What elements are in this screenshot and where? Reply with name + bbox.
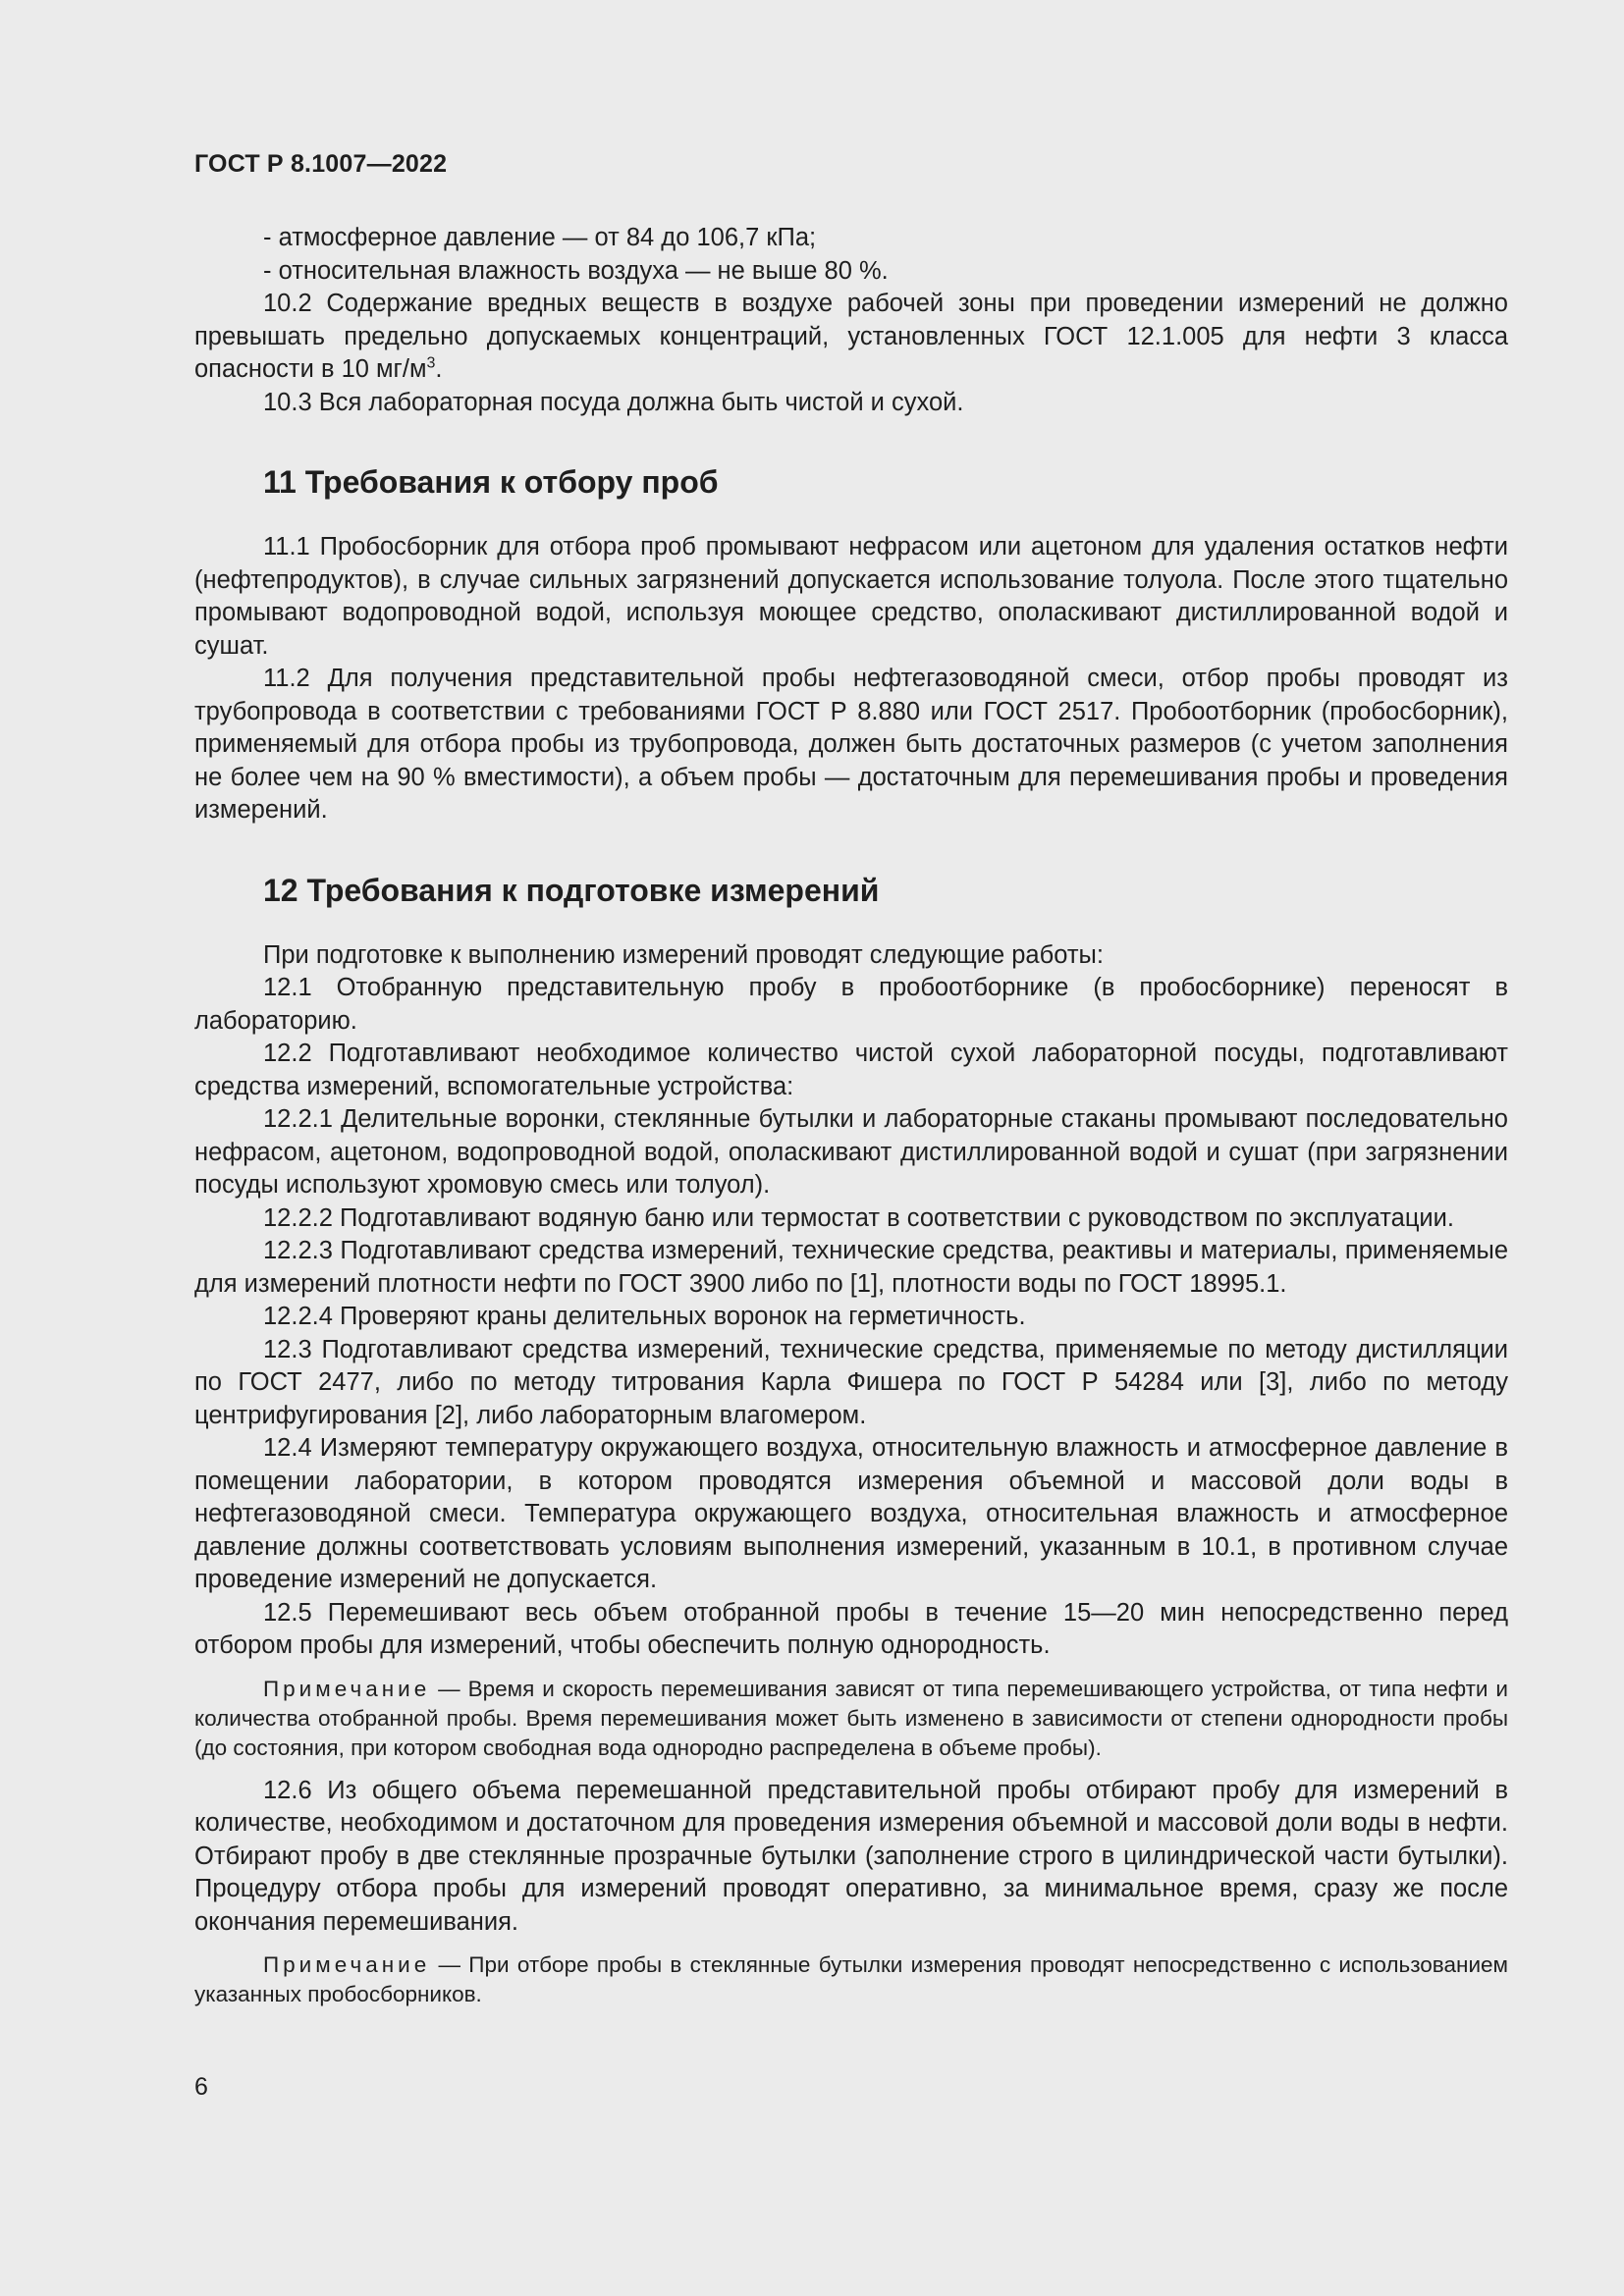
paragraph-12-4: 12.4 Измеряют температуру окружающего воздуха, относительную влажность и атмосферное давление в помещении лаборатории, в котором проводятся измерения объемной и массовой доли воды в нефтегазоводяной смеси. Температура окружающего воздуха, относительная влажность и атмосферное давление должны соответствовать условиям выполнения измерений, указанным в 10.1, в противном случае проведение измерений не допускается. [194, 1434, 1508, 1593]
note-bottles [194, 1950, 1508, 2009]
paragraph-12-2-2: 12.2.2 Подготавливают водяную баню или термостат в соответствии с руководством по эксплуатации. [263, 1203, 1455, 1232]
paragraph-10-3: 10.3 Вся лабораторная посуда должна быть чистой и сухой. [263, 388, 964, 416]
note-text: — При отборе пробы в стеклянные бутылки измерения проводят непосредственно с использованием указанных пробосборников. [194, 1952, 1508, 2006]
superscript: 3 [426, 354, 436, 372]
section-heading-11: 11 Требования к отбору проб [263, 464, 719, 500]
paragraph-12-3: 12.3 Подготавливают средства измерений, технические средства, применяемые по методу дистилляции по ГОСТ 2477, либо по методу титрования Карла Фишера по ГОСТ Р 54284 или [3], либо по методу центрифугирования [2], либо лабораторным влагомером. [194, 1335, 1508, 1429]
paragraph-12-2-1: 12.2.1 Делительные воронки, стеклянные бутылки и лабораторные стаканы промывают последовательно нефрасом, ацетоном, водопроводной водой, ополаскивают дистиллированной водой и сушат (при загрязнении посуды используют хромовую смесь или толуол). [194, 1105, 1508, 1199]
paragraph-10-2-text: 10.2 Содержание вредных веществ в воздухе рабочей зоны при проведении измерений не должно превышать предельно допускаемых концентраций, установленных ГОСТ 12.1.005 для нефти 3 класса опасности в 10 мг/м [194, 290, 1508, 383]
paragraph-humidity: - относительная влажность воздуха — не выше 80 %. [263, 256, 889, 285]
paragraph-11-1: 11.1 Пробосборник для отбора проб промывают нефрасом или ацетоном для удаления остатков нефти (нефтепродуктов), в случае сильных загрязнений допускается использование толуола. После этого тщательно промывают водопроводной водой, используя моющее средство, ополаскивают дистиллированной водой и сушат. [194, 533, 1508, 660]
note-label: Примечание [263, 1676, 431, 1701]
page-number: 6 [194, 2073, 208, 2101]
document-code-header: ГОСТ Р 8.1007—2022 [194, 150, 448, 178]
paragraph-11-2: 11.2 Для получения представительной пробы нефтегазоводяной смеси, отбор пробы проводят из трубопровода в соответствии с требованиями ГОСТ Р 8.880 или ГОСТ 2517. Пробоотборник (пробосборник), применяемый для отбора пробы из трубопровода, должен быть достаточных размеров (с учетом заполнения не более чем на 90 % вместимости), а объем пробы — достаточным для перемешивания пробы и проведения измерений. [194, 665, 1508, 824]
paragraph-pressure: - атмосферное давление — от 84 до 106,7 кПа; [263, 224, 817, 251]
paragraph-12-intro: При подготовке к выполнению измерений проводят следующие работы: [263, 940, 1104, 969]
note-mixing [194, 1675, 1508, 1763]
note-label: Примечание [263, 1952, 431, 1977]
section-heading-12: 12 Требования к подготовке измерений [263, 872, 880, 908]
paragraph-12-1: 12.1 Отобранную представительную пробу в пробоотборнике (в пробосборнике) переносят в лабораторию. [194, 974, 1508, 1035]
paragraph-10-2 [194, 288, 1508, 387]
paragraph-12-6: 12.6 Из общего объема перемешанной представительной пробы отбирают пробу для измерений в количестве, необходимом и достаточном для проведения измерения объемной и массовой доли воды в нефти. Отбирают пробу в две стеклянные прозрачные бутылки (заполнение строго в цилиндрической части бутылки). Процедуру отбора пробы для измерений проводят оперативно, за минимальное время, сразу же после окончания перемешивания. [194, 1776, 1508, 1936]
paragraph-12-2-4: 12.2.4 Проверяют краны делительных воронок на герметичность. [263, 1303, 1026, 1330]
paragraph-12-2: 12.2 Подготавливают необходимое количество чистой сухой лабораторной посуды, подготавливают средства измерений, вспомогательные устройства: [194, 1040, 1508, 1100]
paragraph-12-2-3: 12.2.3 Подготавливают средства измерений, технические средства, реактивы и материалы, применяемые для измерений плотности нефти по ГОСТ 3900 либо по [1], плотности воды по ГОСТ 18995.1. [194, 1237, 1508, 1298]
note-text: — Время и скорость перемешивания зависят от типа перемешивающего устройства, от типа нефти и количества отобранной пробы. Время перемешивания может быть изменено в зависимости от степени однородности пробы (до состояния, при котором свободная вода однородно распределена в объеме пробы). [194, 1676, 1508, 1760]
period: . [435, 355, 443, 383]
paragraph-12-5: 12.5 Перемешивают весь объем отобранной пробы в течение 15—20 мин непосредственно перед отбором пробы для измерений, чтобы обеспечить полную однородность. [194, 1598, 1508, 1659]
